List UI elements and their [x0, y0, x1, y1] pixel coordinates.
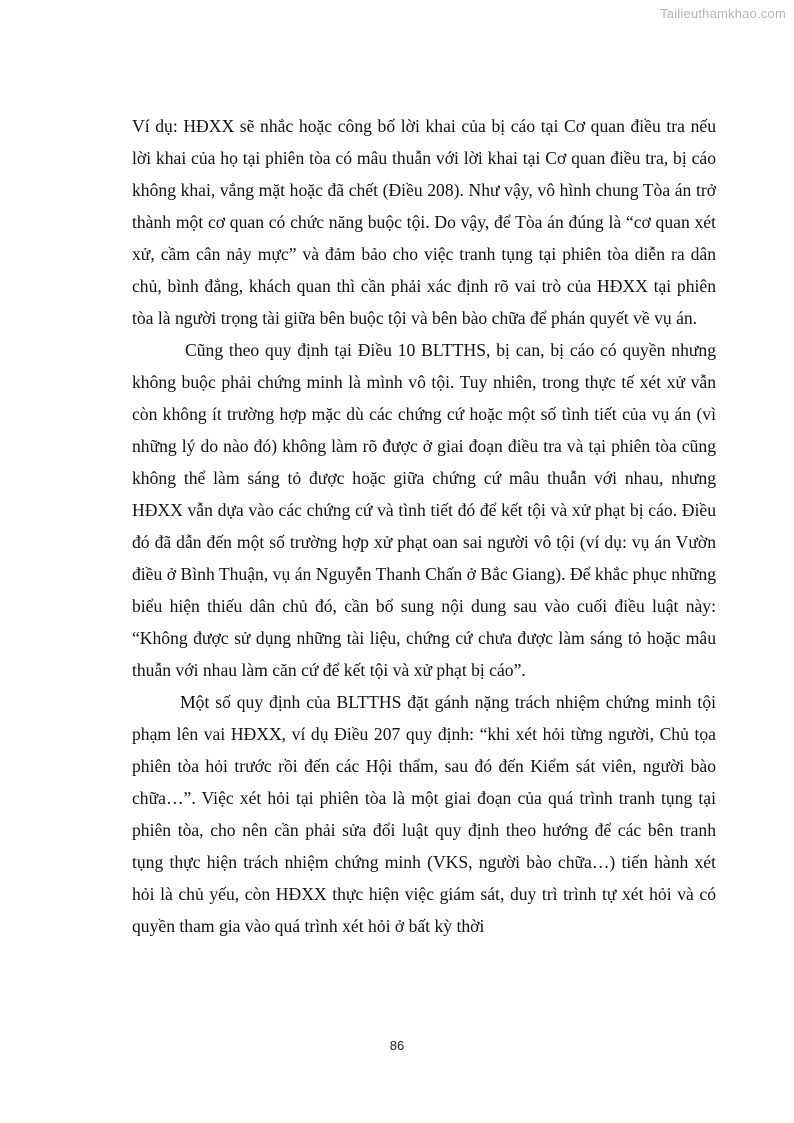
paragraph-2: Cũng theo quy định tại Điều 10 BLTTHS, bị can, bị cáo có quyền nhưng không buộc phải chứng minh là mình vô tội. Tuy nhiên, trong thực tế xét xử vẫn còn không ít trường hợp mặc dù các chứng cứ hoặc một số tình tiết của vụ án (vì những lý do nào đó) không làm rõ được ở giai đoạn điều tra và tại phiên tòa cũng không thể làm sáng tỏ được hoặc giữa chứng cứ mâu thuẫn với nhau, nhưng HĐXX vẫn dựa vào các chứng cứ và tình tiết đó để kết tội và xử phạt bị cáo. Điều đó đã dẫn đến một số trường hợp xử phạt oan sai người vô tội (ví dụ: vụ án Vườn điều ở Bình Thuận, vụ án Nguyễn Thanh Chấn ở Bắc Giang). Để khắc phục những biểu hiện thiếu dân chủ đó, cần bổ sung nội dung sau vào cuối điều luật này: “Không được sử dụng những tài liệu, chứng cứ chưa được làm sáng tỏ hoặc mâu thuẫn với nhau làm căn cứ để kết tội và xử phạt bị cáo”. [132, 340, 716, 680]
paragraph-3: Một số quy định của BLTTHS đặt gánh nặng trách nhiệm chứng minh tội phạm lên vai HĐXX, ví dụ Điều 207 quy định: “khi xét hỏi từng người, Chủ tọa phiên tòa hỏi trước rồi đến các Hội thẩm, sau đó đến Kiểm sát viên, người bào chữa…”. Việc xét hỏi tại phiên tòa là một giai đoạn của quá trình tranh tụng tại phiên tòa, cho nên cần phải sửa đổi luật quy định theo hướng để các bên tranh tụng thực hiện trách nhiệm chứng minh (VKS, người bào chữa…) tiến hành xét hỏi là chủ yếu, còn HĐXX thực hiện việc giám sát, duy trì trình tự xét hỏi và có quyền tham gia vào quá trình xét hỏi ở bất kỳ thời [132, 692, 716, 936]
paragraph-1: Ví dụ: HĐXX sẽ nhắc hoặc công bố lời khai của bị cáo tại Cơ quan điều tra nếu lời khai của họ tại phiên tòa có mâu thuẫn với lời khai tại Cơ quan điều tra, bị cáo không khai, vắng mặt hoặc đã chết (Điều 208). Như vậy, vô hình chung Tòa án trở thành một cơ quan có chức năng buộc tội. Do vậy, để Tòa án đúng là “cơ quan xét xử, cầm cân nảy mực” và đảm bảo cho việc tranh tụng tại phiên tòa diễn ra dân chủ, bình đẳng, khách quan thì cần phải xác định rõ vai trò của HĐXX tại phiên tòa là người trọng tài giữa bên buộc tội và bên bào chữa để phán quyết về vụ án. [132, 116, 716, 328]
page-number: 86 [389, 1038, 405, 1053]
document-body [132, 110, 716, 942]
watermark-text: Tailieuthamkhao.com [660, 6, 786, 21]
